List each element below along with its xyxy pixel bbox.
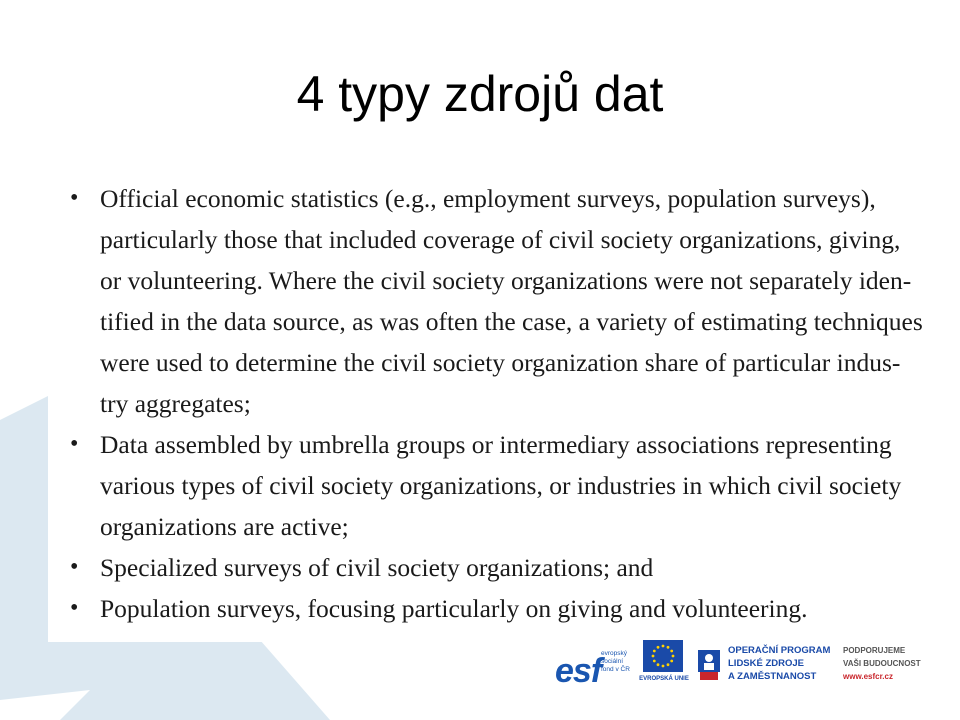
- bullet-line: or volunteering. Where the civil society organizations were not separately iden-: [100, 266, 912, 295]
- op-text-line: A ZAMĚSTNANOST: [728, 671, 817, 682]
- bullet-line: were used to determine the civil society organization share of particular indus-: [100, 348, 901, 377]
- bullet-line: Specialized surveys of civil society organizations; and: [100, 553, 654, 582]
- bullet-line: various types of civil society organizations, or industries in which civil society: [100, 471, 902, 500]
- bullet-line: organizations are active;: [100, 512, 349, 541]
- bullet-glyph: •: [70, 431, 79, 457]
- esf-text-line: sociální: [601, 658, 624, 665]
- bullet-glyph: •: [70, 595, 79, 621]
- bullet-item-umbrella-groups: [70, 424, 920, 547]
- bullet-item-specialized-surveys: [70, 547, 920, 588]
- support-url: www.esfcr.cz: [843, 672, 893, 681]
- esf-logo-letters: esf: [555, 652, 602, 690]
- support-text: [843, 644, 943, 683]
- bullet-line: tified in the data source, as was often the case, a variety of estimating techniques: [100, 307, 923, 336]
- footer-logos: [553, 640, 945, 694]
- bullet-line: try aggregates;: [100, 389, 251, 418]
- esf-logo-text: [601, 650, 645, 674]
- bullet-line: Official economic statistics (e.g., employment surveys, population surveys),: [100, 184, 876, 213]
- esf-logo: [553, 642, 643, 692]
- bullet-glyph: •: [70, 185, 79, 211]
- bullet-line: Population surveys, focusing particularly on giving and volunteering.: [100, 594, 808, 623]
- bullet-list: [70, 178, 923, 629]
- esf-text-line: evropský: [601, 650, 628, 657]
- esf-text-line: fond v ČR: [601, 666, 630, 673]
- bullet-item-population-surveys: [70, 588, 920, 629]
- bullet-line: Data assembled by umbrella groups or intermediary associations representing: [100, 430, 892, 459]
- support-text-line: PODPORUJEME: [843, 646, 906, 655]
- support-text-line: VAŠI BUDOUCNOST: [843, 659, 921, 668]
- op-text-line: LIDSKÉ ZDROJE: [728, 658, 805, 669]
- slide-title: 4 typy zdrojů dat: [296, 66, 664, 122]
- eu-flag-icon: [643, 640, 683, 672]
- op-people-icon: [696, 646, 722, 682]
- eu-label: EVROPSKÁ UNIE: [639, 676, 689, 682]
- bullet-item-official-statistics: [70, 178, 923, 424]
- op-text-line: OPERAČNÍ PROGRAM: [728, 645, 831, 656]
- bullet-line: particularly those that included coverage of civil society organizations, giving,: [100, 225, 901, 254]
- op-program-text: [728, 644, 838, 683]
- bullet-glyph: •: [70, 554, 79, 580]
